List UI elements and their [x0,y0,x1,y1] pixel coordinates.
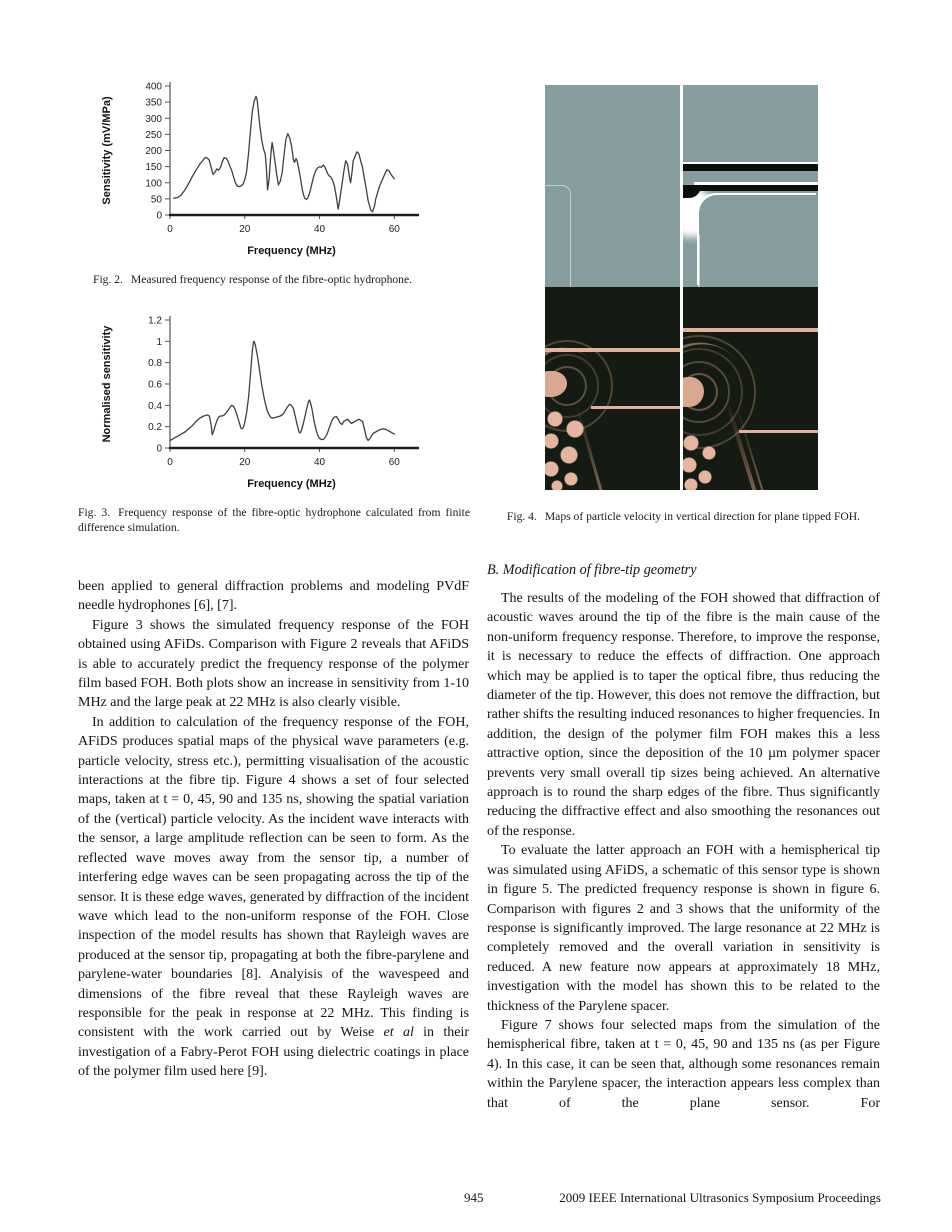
svg-text:0: 0 [156,443,162,455]
svg-text:Frequency (MHz): Frequency (MHz) [247,478,336,490]
svg-text:40: 40 [313,224,326,235]
transmitted-wavefront-line [591,406,680,409]
fig4-caption-label: Fig. 4. [506,510,537,523]
svg-text:20: 20 [239,457,251,468]
svg-text:400: 400 [145,81,162,93]
svg-text:0.2: 0.2 [148,422,162,434]
paragraph: Figure 3 shows the simulated frequency response of the FOH obtained using AFiDs. Comparison with Figure 2 reveals that AFiDS is able to accurately predict the frequency response of the polymer film based FOH. Both plots show an increase in sensitivity from 1-10 MHz and the large peak at 22 MHz is also clearly visible. [78,617,469,711]
fig4-map-t45 [683,85,818,287]
fig3-caption-label: Fig. 3. [78,506,111,519]
fig2-chart-svg [88,74,460,268]
svg-text:1.2: 1.2 [148,315,162,327]
fig4-map-t0 [545,85,680,287]
reflected-wavefront-line [683,328,818,333]
svg-text:100: 100 [145,178,162,190]
page-number: 945 [464,1190,484,1205]
fig4-map-column-right [683,85,818,490]
proceedings-title: 2009 IEEE International Ultrasonics Symposium Proceedings [559,1190,881,1205]
svg-text:Frequency (MHz): Frequency (MHz) [247,245,336,257]
svg-text:200: 200 [145,146,162,157]
svg-text:250: 250 [145,129,162,141]
reflected-wave-band [694,185,818,191]
svg-text:0.6: 0.6 [148,379,162,391]
svg-text:20: 20 [239,224,251,235]
fig4-map-t90 [545,287,680,490]
fig4-caption [487,509,880,524]
fig3-caption-text: Frequency response of the fibre-optic hydrophone calculated from finite difference simulation. [78,506,470,535]
right-text-column [487,562,880,1113]
fibre-edge-line [698,235,700,287]
svg-text:60: 60 [388,457,400,468]
fibre-tip [699,195,818,287]
fig4-particle-velocity-maps [545,85,818,490]
paragraph-continuation: been applied to general diffraction problems and modeling PVdF needle hydrophones [6], [7]. [78,579,469,614]
svg-text:350: 350 [145,97,162,109]
paragraph-text: In addition to calculation of the frequency response of the FOH, AFiDS produces spatial maps of the physical wave parameters (e.g. particle velocity, stress etc.), permitting visualisation of the acoustic interactions at the fibre tip. Figure 4 shows a set of four selected maps, taken at t = 0, 45, 90 and 135 ns, showing the spatial variation of the (vertical) particle velocity. As the incident wave interacts with the sensor, a large amplitude reflection can be seen to form. As the reflected wave moves away from the sensor tip, a number of interfering edge waves can be seen propagating across the tip of the sensor. It is these edge waves, generated by diffraction of the incident wave which lead to the non-uniform response of the FOH. Close inspection of the model results has shown that Rayleigh waves are produced at the sensor tip, propagating at both the fibre-parylene and parylene-water boundaries [8]. Analyisis of the wavespeed and dimensions of the fibre reveal that these Rayleigh waves are responsible for the peak in response at 22 MHz. This finding is consistent with the work carried out by Weise [78,714,469,1041]
svg-text:150: 150 [145,162,162,174]
svg-text:Sensitivity (mV/MPa): Sensitivity (mV/MPa) [101,96,113,205]
scattered-field-blobs [545,411,587,490]
fig3-caption [78,505,470,535]
section-heading-b: B. Modification of fibre-tip geometry [487,562,697,578]
incident-wave-band [683,164,818,171]
svg-text:0.4: 0.4 [148,400,162,412]
svg-text:40: 40 [313,457,326,468]
fig3-chart-svg [88,310,460,508]
svg-text:Normalised sensitivity: Normalised sensitivity [101,325,113,443]
paragraph: The results of the modeling of the FOH showed that diffraction of acoustic waves around the tip of the fibre is the main cause of the non-uniform frequency response. Therefore, to improve the response, it is necessary to reduce the effects of diffraction. One approach which may be applied is to taper the optical fibre, thus reducing the diameter of the tip. However, this does not remove the diffraction, but rather shifts the resulting induced resonances to higher frequencies. In addition, the design of the polymer film FOH makes this a less attractive option, since the deposition of the 10 µm polymer spacer prevents very small overall tip sizes being achieved. An alternative approach is to round the sharp edges of the fibre. Thus significantly reducing the diffractive effect and also smoothing the resonances out of the response. [487,591,880,839]
fig4-map-column-left [545,85,680,490]
svg-text:0: 0 [156,210,162,222]
svg-text:0: 0 [167,224,173,235]
svg-text:0: 0 [167,457,173,468]
fig2-measured-frequency-response-chart [88,74,460,268]
svg-text:60: 60 [388,224,400,235]
fibre-outline [545,185,571,287]
svg-text:0.8: 0.8 [148,358,162,370]
transmitted-wavefront-line [739,430,818,433]
fig2-caption-text: Measured frequency response of the fibre-optic hydrophone. [130,273,413,286]
svg-text:1: 1 [156,336,162,348]
paragraph: Figure 7 shows four selected maps from the simulation of the hemispherical fibre, taken at t = 0, 45, 90 and 135 ns (as per Figure 4). In this case, it can be seen that, although some resonances remain within the Parylene spacer, the interaction appears less complex than that of the plane sensor. For [487,1017,880,1111]
fig2-caption-label: Fig. 2. [93,273,123,286]
fig2-caption [93,272,453,287]
fig4-caption-text: Maps of particle velocity in vertical direction for plane tipped FOH. [544,510,861,523]
scattered-field-blobs [683,435,719,490]
left-text-column [78,577,469,1082]
svg-text:50: 50 [150,194,162,206]
paragraph [78,713,469,1082]
svg-text:300: 300 [145,113,162,125]
fig4-map-t135 [683,287,818,490]
paragraph: To evaluate the latter approach an FOH with a hemispherical tip was simulated using AFiDS, a schematic of this sensor type is shown in figure 5. The predicted frequency response is shown in figure 6. Comparison with figures 2 and 3 shows that the uniformity of the response is significantly improved. The large resonance at 22 MHz is completely removed and the overall variation in sensitivity is reduced. A new feature now appears at approximately 18 MHz, investigation with the model has shown this to be related to the thickness of the Parylene spacer. [487,843,880,1014]
fig3-simulated-frequency-response-chart [88,310,460,508]
et-al-italic: et al [383,1025,414,1041]
paragraph-text: in their investigation of a Fabry-Perot FOH using dielectric coatings in place of the polymer film used here [9]. [78,1025,470,1080]
